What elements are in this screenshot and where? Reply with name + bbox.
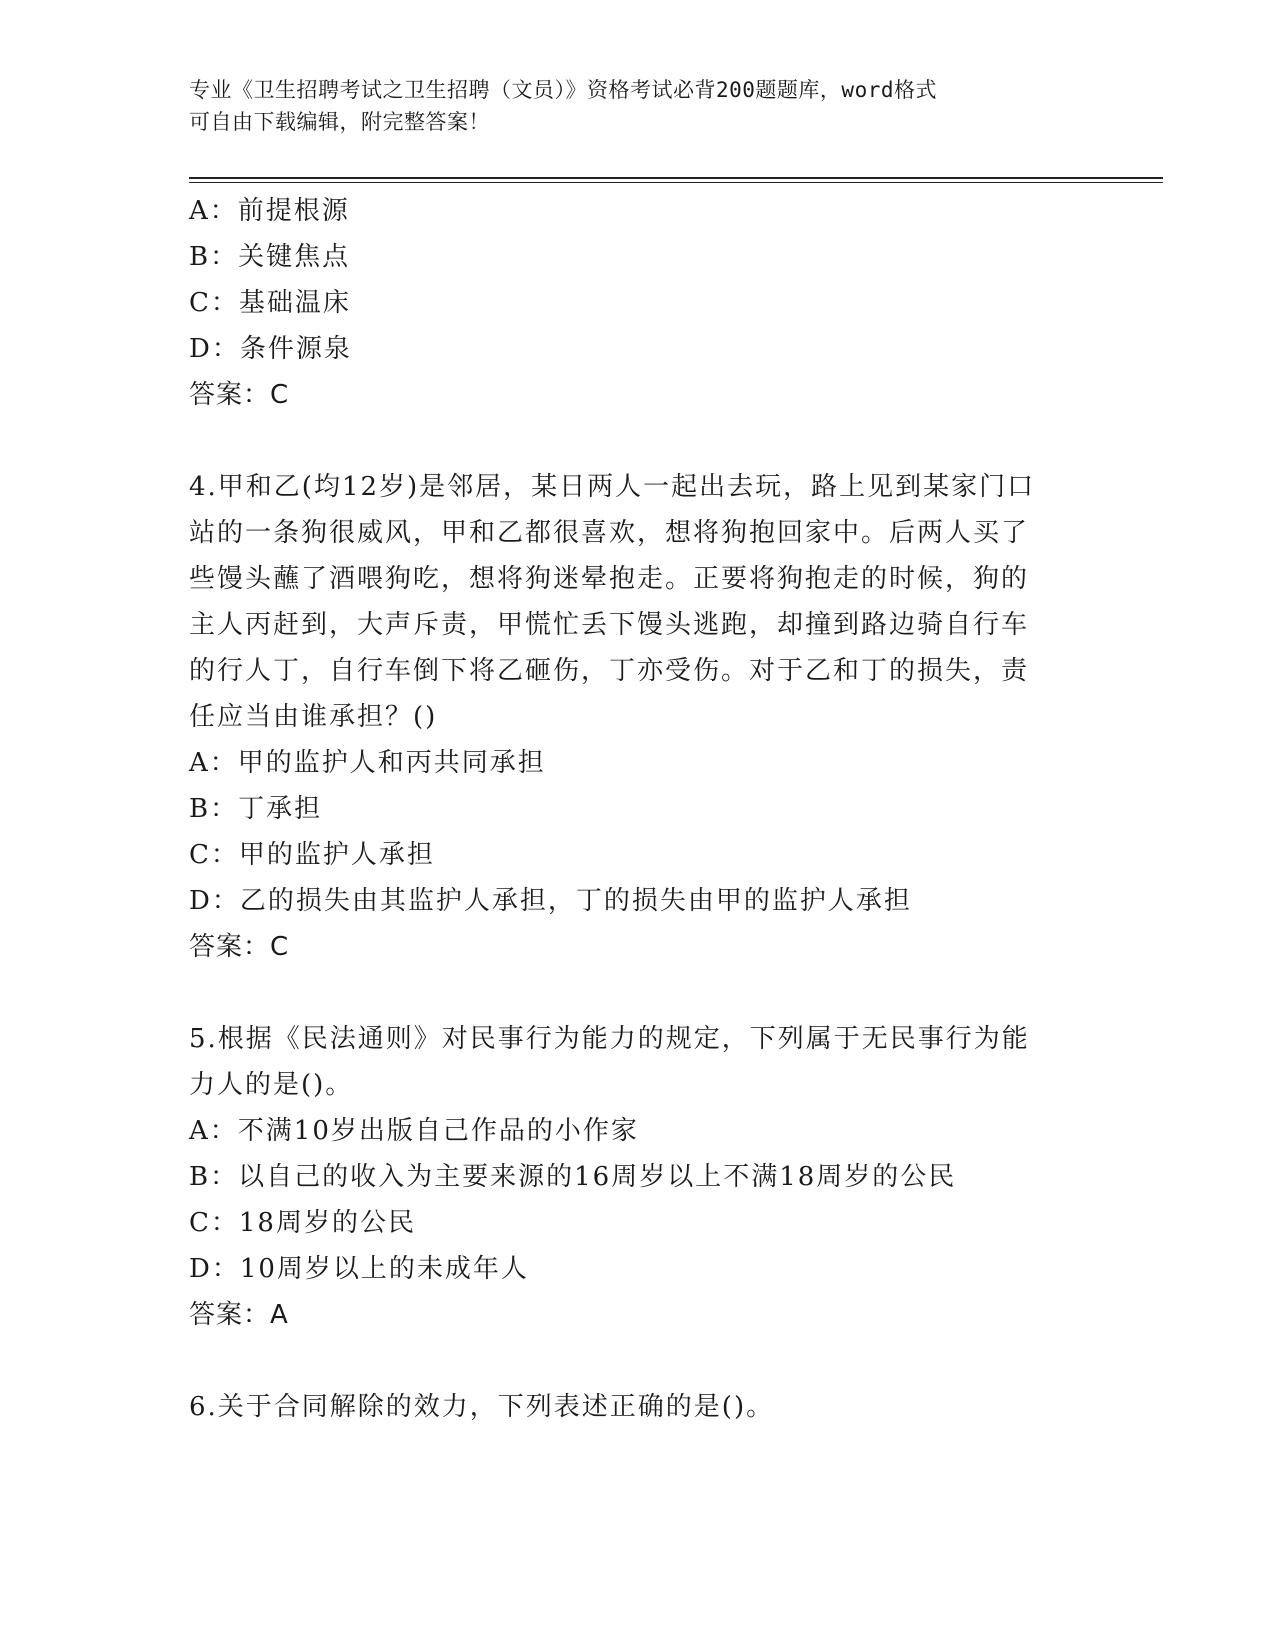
- question-5: [189, 1016, 1089, 1338]
- header-rule-thin: [189, 182, 1163, 183]
- question-text-line: 力人的是()。: [189, 1070, 354, 1100]
- question-6: [189, 1384, 1089, 1430]
- option-b: B：丁承担: [189, 794, 323, 824]
- answer: 答案：C: [189, 380, 290, 410]
- question-text-line: 6.关于合同解除的效力，下列表述正确的是()。: [189, 1392, 775, 1422]
- question-text-line: 任应当由谁承担？(): [189, 702, 438, 732]
- option-c: C：18周岁的公民: [189, 1208, 416, 1238]
- option-a: A：前提根源: [189, 196, 350, 226]
- option-a: A：不满10岁出版自己作品的小作家: [189, 1116, 639, 1146]
- option-d: D：10周岁以上的未成年人: [189, 1254, 529, 1284]
- question-text-line: 5.根据《民法通则》对民事行为能力的规定，下列属于无民事行为能: [189, 1024, 1030, 1054]
- question-text-line: 的行人丁，自行车倒下将乙砸伤，丁亦受伤。对于乙和丁的损失，责: [189, 656, 1030, 686]
- header-rule-thick: [189, 177, 1163, 179]
- question-text-line: 些馒头蘸了酒喂狗吃，想将狗迷晕抱走。正要将狗抱走的时候，狗的: [189, 564, 1030, 594]
- option-a: A：甲的监护人和丙共同承担: [189, 748, 546, 778]
- option-b: B：关键焦点: [189, 242, 351, 272]
- header-line-2: 可自由下载编辑，附完整答案！: [189, 110, 490, 134]
- header-line-1: 专业《卫生招聘考试之卫生招聘（文员）》资格考试必背200题题库，word格式: [189, 78, 937, 102]
- answer: 答案：C: [189, 932, 290, 962]
- option-b: B：以自己的收入为主要来源的16周岁以上不满18周岁的公民: [189, 1162, 957, 1192]
- question-text-line: 站的一条狗很威风，甲和乙都很喜欢，想将狗抱回家中。后两人买了: [189, 518, 1030, 548]
- document-header: [189, 74, 1069, 138]
- question-content: [189, 188, 1089, 1430]
- question-text-line: 主人丙赶到，大声斥责，甲慌忙丢下馒头逃跑，却撞到路边骑自行车: [189, 610, 1030, 640]
- question-4: [189, 464, 1089, 970]
- question-3: [189, 188, 1089, 418]
- option-d: D：条件源泉: [189, 334, 352, 364]
- option-d: D：乙的损失由其监护人承担，丁的损失由甲的监护人承担: [189, 886, 912, 916]
- option-c: C：基础温床: [189, 288, 351, 318]
- question-text-line: 4.甲和乙(均12岁)是邻居，某日两人一起出去玩，路上见到某家门口: [189, 472, 1036, 502]
- answer: 答案：A: [189, 1300, 289, 1330]
- option-c: C：甲的监护人承担: [189, 840, 435, 870]
